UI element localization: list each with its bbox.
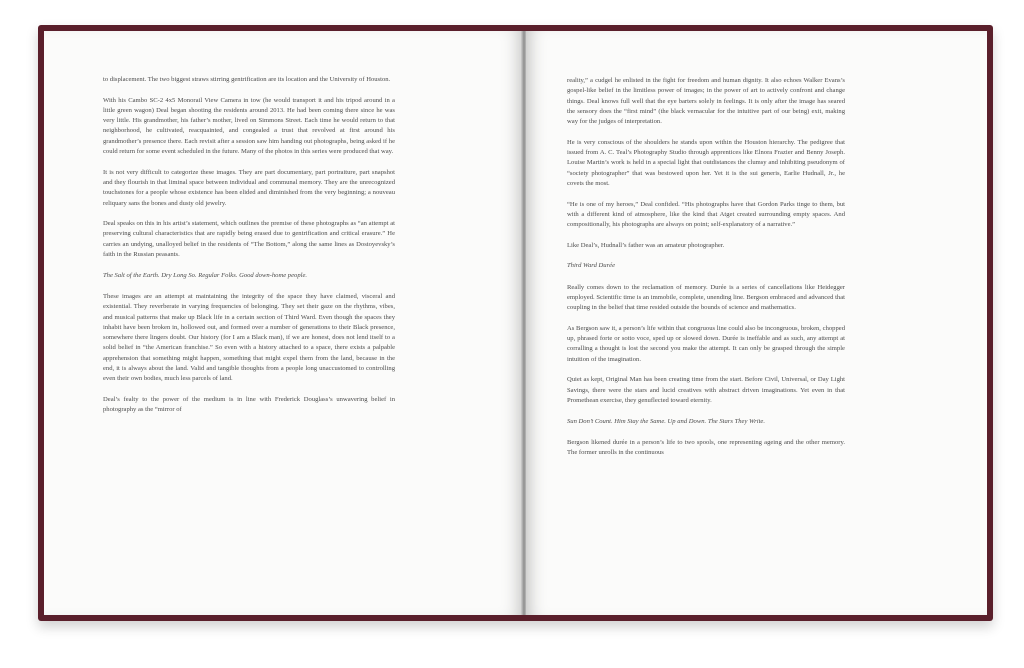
left-paragraph: Deal’s fealty to the power of the medium is in line with Frederick Douglass’s unwavering belief in photography as the “mirror of [103,395,395,414]
left-paragraph: With his Cambo SC-2 4x5 Monorail View Camera in tow (he would transport it and his tripod around in a little green wagon) Deal began shooting the residents around 2013. He had been coming there since he was very little. His grandmother, his father’s mother, lived on Simmons Street. Each time he would return to that neighborhood, he cultivated, reacquainted, and congealed a trust that revolved at first around his grandmother’s presence there. Each revisit after a session saw him handing out photographs, being asked if he could return for some event scheduled in the future. Many of the photos in this series were produced that way. [103,96,395,156]
right-page [526,31,987,615]
left-paragraph: It is not very difficult to categorize these images. They are part documentary, part portraiture, part snapshot and they flourish in that liminal space between individual and communal memory. They are the unrecognized touchstones for a people whose existence has been elided and diminished from the very beginning; a nouveau reliquary sans the bones and dusty old jewelry. [103,168,395,207]
left-page [44,31,522,615]
left-paragraph: Deal speaks on this in his artist’s statement, which outlines the premise of these photographs as “an attempt at preserving cultural characteristics that are rapidly being erased due to gentrification and critical erasure.” He carries an undying, unalloyed belief in the residents of “The Bottom,” along the same lines as Dostoyevsky’s faith in the Russian peasants. [103,220,395,259]
right-section-heading-2: Sun Don’t Count. Him Stay the Same. Up and Down. The Stars They Write. [567,417,765,425]
left-paragraph: to displacement. The two biggest straws stirring gentrification are its location and the University of Houston. [103,76,391,83]
right-paragraph: Really comes down to the reclamation of memory. Durée is a series of cancellations like Heidegger employed. Scientific time is an immobile, complete, unending line. Bergson embraced and advanced that coupling in the belief that time resided outside the bounds of science and mathematics. [567,283,845,312]
right-paragraph: As Bergson saw it, a person’s life within that congruous line could also be incongruous, broken, chopped up, phrased forte or sotto voce, sped up or slowed down. Durée is ineffable and as such, any attempt at corralling a thought is lost the second you make the attempt. It can only be grasped through the simple intuition of the imagination. [567,324,845,363]
right-paragraph: Bergson likened durée in a person’s life to two spools, one representing ageing and the other memory. The former unrolls in the continuous [567,438,845,457]
right-page-text [567,76,845,469]
right-paragraph: Quiet as kept, Original Man has been creating time from the start. Before Civil, Universal, or Day Light Savings, there were the stars and lucid creatives with abstract driven imaginations. Yet even in that Promethean exercise, they genuflected toward eternity. [567,376,845,404]
left-section-heading: The Salt of the Earth. Dry Long So. Regular Folks. Good down-home people. [103,271,308,279]
right-paragraph: He is very conscious of the shoulders he stands upon within the Houston hierarchy. The pedigree that issued from A. C. Teal’s Photography Studio through apprentices like Elnora Frazier and Benny Joseph. Louise Martin’s work is held in a special light that outdistances the clumsy and inhibiting pseudonym of “society photographer” that was bestowed upon her. Yet it is the sui generis, Earlie Hudnall, Jr., he covets the most. [567,138,845,187]
right-paragraph: reality,” a cudgel he enlisted in the fight for freedom and human dignity. It also echoes Walker Evans’s gospel-like belief in the limitless power of images; in the power of art to actively confront and change things. Deal knows full well that the eye barters solely in feelings. It is only after the image has seared the sensory does the “first mind” (the black vernacular for the intuitive part of our being) exit, making way for the judges of interpretation. [567,77,845,126]
left-paragraph: These images are an attempt at maintaining the integrity of the space they have claimed, visceral and existential. They reverberate in varying frequencies of belonging. They set their gaze on the rhythms, vibes, and musical patterns that make up Black life in a certain section of Third Ward. Even though the spaces they inhabit have been broken in, hollowed out, and formed over a number of generations to their Black presence, somewhere there lingers doubt. Our history (for I am a Black man), if we are honest, does not lend itself to a solid belief in “the American franchise.” So even with a history attached to a space, there exists a palpable apprehension that something might happen, something that might expel them from the land, because in the end, it is always about the land. Valid and tangible thoughts from a people long unaccustomed to controlling even their own bodies, much less parcels of land. [103,292,395,383]
right-paragraph: Like Deal’s, Hudnall’s father was an amateur photographer. [567,241,725,249]
right-paragraph: “He is one of my heroes,” Deal confided. “His photographs have that Gordon Parks tinge to them, but with a different kind of atmosphere, like the kind that Atget created surrounding empty spaces. And compositionally, his photographs are always on point; self-explanatory of a narrative.” [567,200,845,229]
right-section-heading: Third Ward Durée [567,262,615,270]
left-page-text [103,75,395,426]
